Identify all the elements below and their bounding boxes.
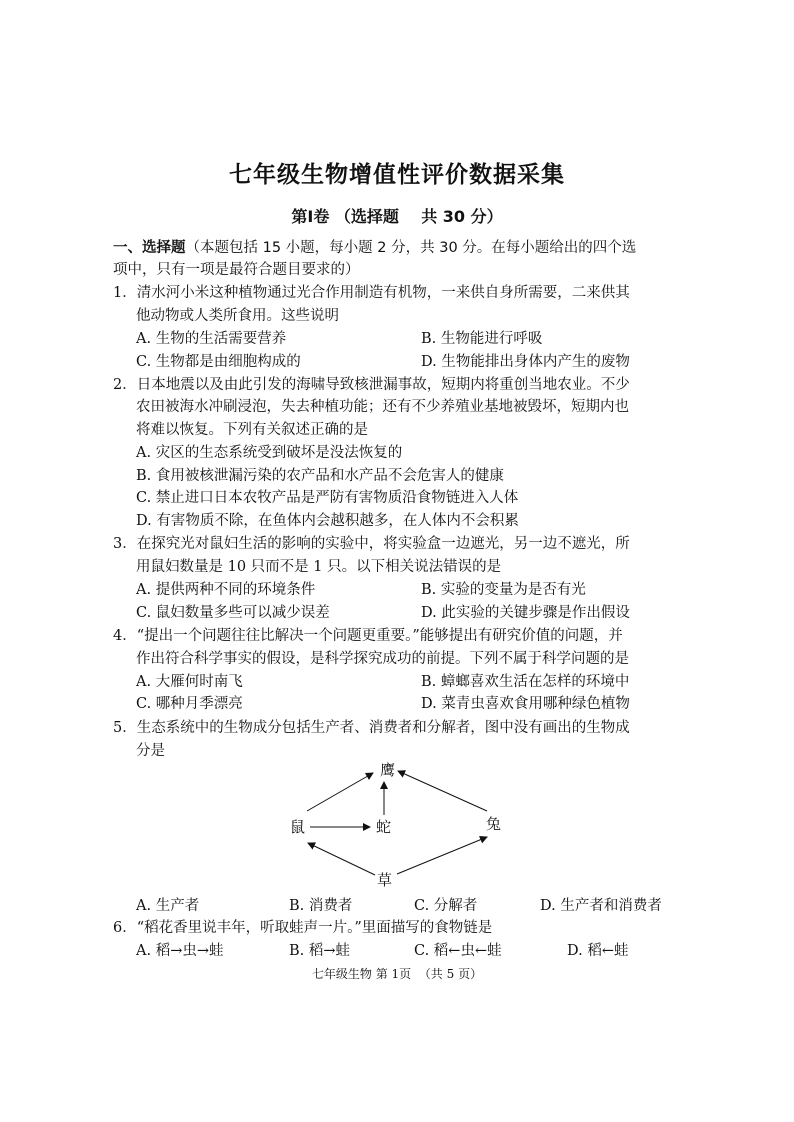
question-5-stem-cont: 分是 <box>136 743 165 759</box>
arrow-grass-to-rabbit <box>397 837 487 874</box>
question-6-option-b: B. 稻→蛙 <box>289 943 351 959</box>
node-grass: 草 <box>377 871 393 889</box>
question-4-option-a: A. 大雁何时南飞 <box>136 674 243 690</box>
question-5-option-b: B. 消费者 <box>289 898 353 914</box>
question-2-stem: 2．日本地震以及由此引发的海啸导致核泄漏事故，短期内将重创当地农业。不少 <box>113 377 630 393</box>
question-3-option-c: C. 鼠妇数量多些可以减少误差 <box>136 605 330 621</box>
footer-text: 七年级生物 第 1页 （共 5 页） <box>311 967 483 981</box>
question-3-stem-cont: 用鼠妇数量是 10 只而不是 1 只。以下相关说法错误的是 <box>136 559 502 575</box>
question-5-option-d: D. 生产者和消费者 <box>540 898 662 914</box>
question-2-option-d: D. 有害物质不除，在鱼体内会越积越多，在人体内不会积累 <box>136 513 519 529</box>
question-5-option-a: A. 生产者 <box>136 898 200 914</box>
question-4-option-d: D. 菜青虫喜欢食用哪种绿色植物 <box>421 696 630 712</box>
section-title: 一、选择题 <box>113 240 186 256</box>
question-4-option-c: C. 哪种月季漂亮 <box>136 696 243 712</box>
question-2-option-a: A. 灾区的生态系统受到破坏是没法恢复的 <box>136 445 403 461</box>
question-3-stem: 3．在探究光对鼠妇生活的影响的实验中，将实验盒一边遮光，另一边不遮光，所 <box>113 536 630 552</box>
question-5-stem: 5．生态系统中的生物成分包括生产者、消费者和分解者，图中没有画出的生物成 <box>113 720 630 736</box>
question-3-option-a: A. 提供两种不同的环境条件 <box>136 582 316 598</box>
question-1-stem-cont: 他动物或人类所食用。这些说明 <box>136 308 339 324</box>
arrow-rabbit-to-eagle <box>398 771 487 811</box>
question-5-option-c: C. 分解者 <box>414 898 478 914</box>
section-description: （本题包括 15 小题，每小题 2 分，共 30 分。在每小题给出的四个选 <box>185 240 637 256</box>
arrow-grass-to-mouse <box>308 843 375 875</box>
question-1-option-d: D. 生物能排出身体内产生的废物 <box>421 354 630 370</box>
section-heading <box>113 238 636 258</box>
question-1-option-a: A. 生物的生活需要营养 <box>136 331 287 347</box>
question-4-stem: 4．“提出一个问题往往比解决一个问题更重要。”能够提出有研究价值的问题，并 <box>113 628 623 644</box>
question-2-option-c: C. 禁止进口日本农牧产品是严防有害物质沿食物链进入人体 <box>136 490 519 506</box>
node-mouse: 鼠 <box>290 818 306 836</box>
arrow-mouse-to-eagle <box>307 773 373 811</box>
question-3-option-d: D. 此实验的关键步骤是作出假设 <box>421 605 630 621</box>
node-snake: 蛇 <box>376 818 392 836</box>
node-eagle: 鹰 <box>380 761 396 779</box>
question-6-option-c: C. 稻←虫←蛙 <box>414 943 502 959</box>
question-1-stem: 1．清水河小米这种植物通过光合作用制造有机物，一来供自身所需要，二来供其 <box>113 285 630 301</box>
page-title: 七年级生物增值性评价数据采集 <box>229 162 565 188</box>
question-6-option-a: A. 稻→虫→蛙 <box>136 943 224 959</box>
question-6-stem: 6．“稻花香里说丰年，听取蛙声一片。”里面描写的食物链是 <box>113 920 493 936</box>
section-description-cont: 项中，只有一项是最符合题目要求的） <box>113 262 360 278</box>
food-web-diagram <box>280 755 520 895</box>
question-6-option-d: D. 稻←蛙 <box>567 943 629 959</box>
question-3-option-b: B. 实验的变量为是否有光 <box>421 582 586 598</box>
question-4-option-b: B. 蟑螂喜欢生活在怎样的环境中 <box>421 674 630 690</box>
question-1-option-c: C. 生物都是由细胞构成的 <box>136 354 301 370</box>
page-footer <box>0 966 794 982</box>
question-4-stem-cont: 作出符合科学事实的假设，是科学探究成功的前提。下列不属于科学问题的是 <box>136 651 629 667</box>
question-2-stem-cont: 将难以恢复。下列有关叙述正确的是 <box>136 422 368 438</box>
question-2-stem-cont: 农田被海水冲刷浸泡，失去种植功能；还有不少养殖业基地被毁坏，短期内也 <box>136 399 629 415</box>
node-rabbit: 兔 <box>486 815 502 833</box>
question-1-option-b: B. 生物能进行呼吸 <box>421 331 543 347</box>
section-subtitle: 第Ⅰ卷 （选择题 共 30 分） <box>291 207 503 226</box>
question-2-option-b: B. 食用被核泄漏污染的农产品和水产品不会危害人的健康 <box>136 468 504 484</box>
